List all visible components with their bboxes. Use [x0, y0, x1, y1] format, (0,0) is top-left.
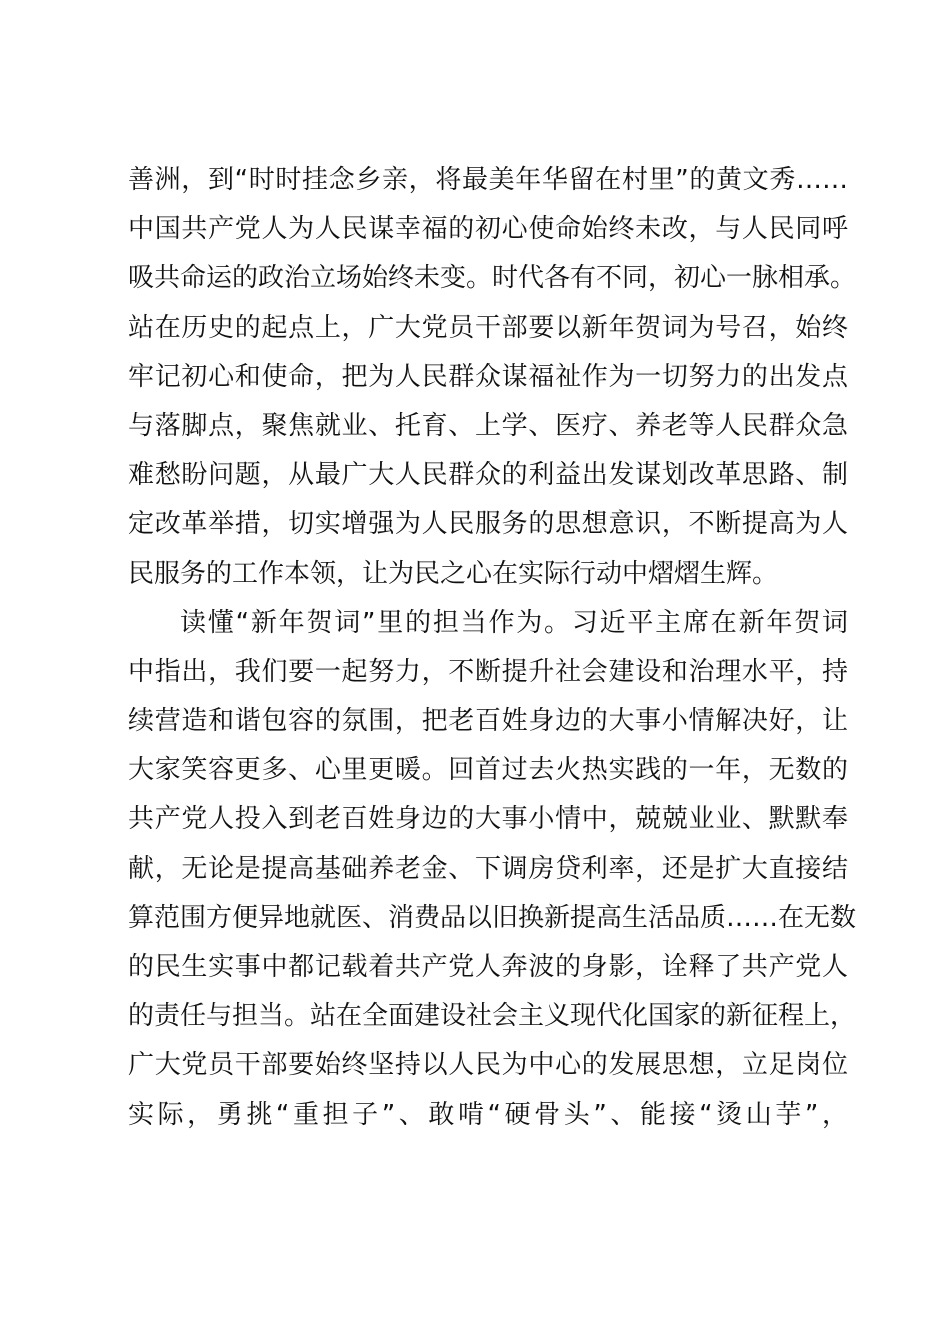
text-line: 与落脚点，聚焦就业、托育、上学、医疗、养老等人民群众急	[128, 410, 848, 441]
text-line: 献，无论是提高基础养老金、下调房贷利率，还是扩大直接结	[128, 853, 848, 884]
text-line: 共产党人投入到老百姓身边的大事小情中，兢兢业业、默默奉	[128, 804, 848, 835]
text-line: 读懂“新年贺词”里的担当作为。习近平主席在新年贺词	[180, 607, 848, 638]
text-line: 难愁盼问题，从最广大人民群众的利益出发谋划改革思路、制	[128, 460, 848, 491]
text-line: 牢记初心和使命，把为人民群众谋福祉作为一切努力的出发点	[128, 361, 848, 392]
text-line: 的民生实事中都记载着共产党人奔波的身影，诠释了共产党人	[128, 952, 848, 982]
text-line: 广大党员干部要始终坚持以人民为中心的发展思想，立足岗位	[128, 1050, 848, 1081]
text-line: 中指出，我们要一起努力，不断提升社会建设和治理水平，持	[128, 656, 848, 687]
text-line: 算范围方便异地就医、消费品以旧换新提高生活品质……在无数	[128, 902, 857, 933]
text-line: 大家笑容更多、心里更暖。回首过去火热实践的一年，无数的	[128, 755, 848, 786]
text-line: 定改革举措，切实增强为人民服务的思想意识，不断提高为人	[128, 509, 848, 540]
text-line: 续营造和谐包容的氛围，把老百姓身边的大事小情解决好，让	[128, 706, 848, 737]
text-line: 善洲，到“时时挂念乡亲，将最美年华留在村里”的黄文秀……	[128, 165, 848, 195]
text-line: 吸共命运的政治立场始终未变。时代各有不同，初心一脉相承。	[128, 263, 857, 294]
text-line: 民服务的工作本领，让为民之心在实际行动中熠熠生辉。	[128, 558, 779, 589]
text-line: 的责任与担当。站在全面建设社会主义现代化国家的新征程上，	[128, 1001, 857, 1032]
text-line: 实际，勇挑“重担子”、敢啃“硬骨头”、能接“烫山芋”，	[128, 1099, 848, 1130]
text-line: 中国共产党人为人民谋幸福的初心使命始终未改，与人民同呼	[128, 214, 848, 245]
text-line: 站在历史的起点上，广大党员干部要以新年贺词为号召，始终	[128, 312, 848, 343]
body-text	[128, 156, 857, 1140]
